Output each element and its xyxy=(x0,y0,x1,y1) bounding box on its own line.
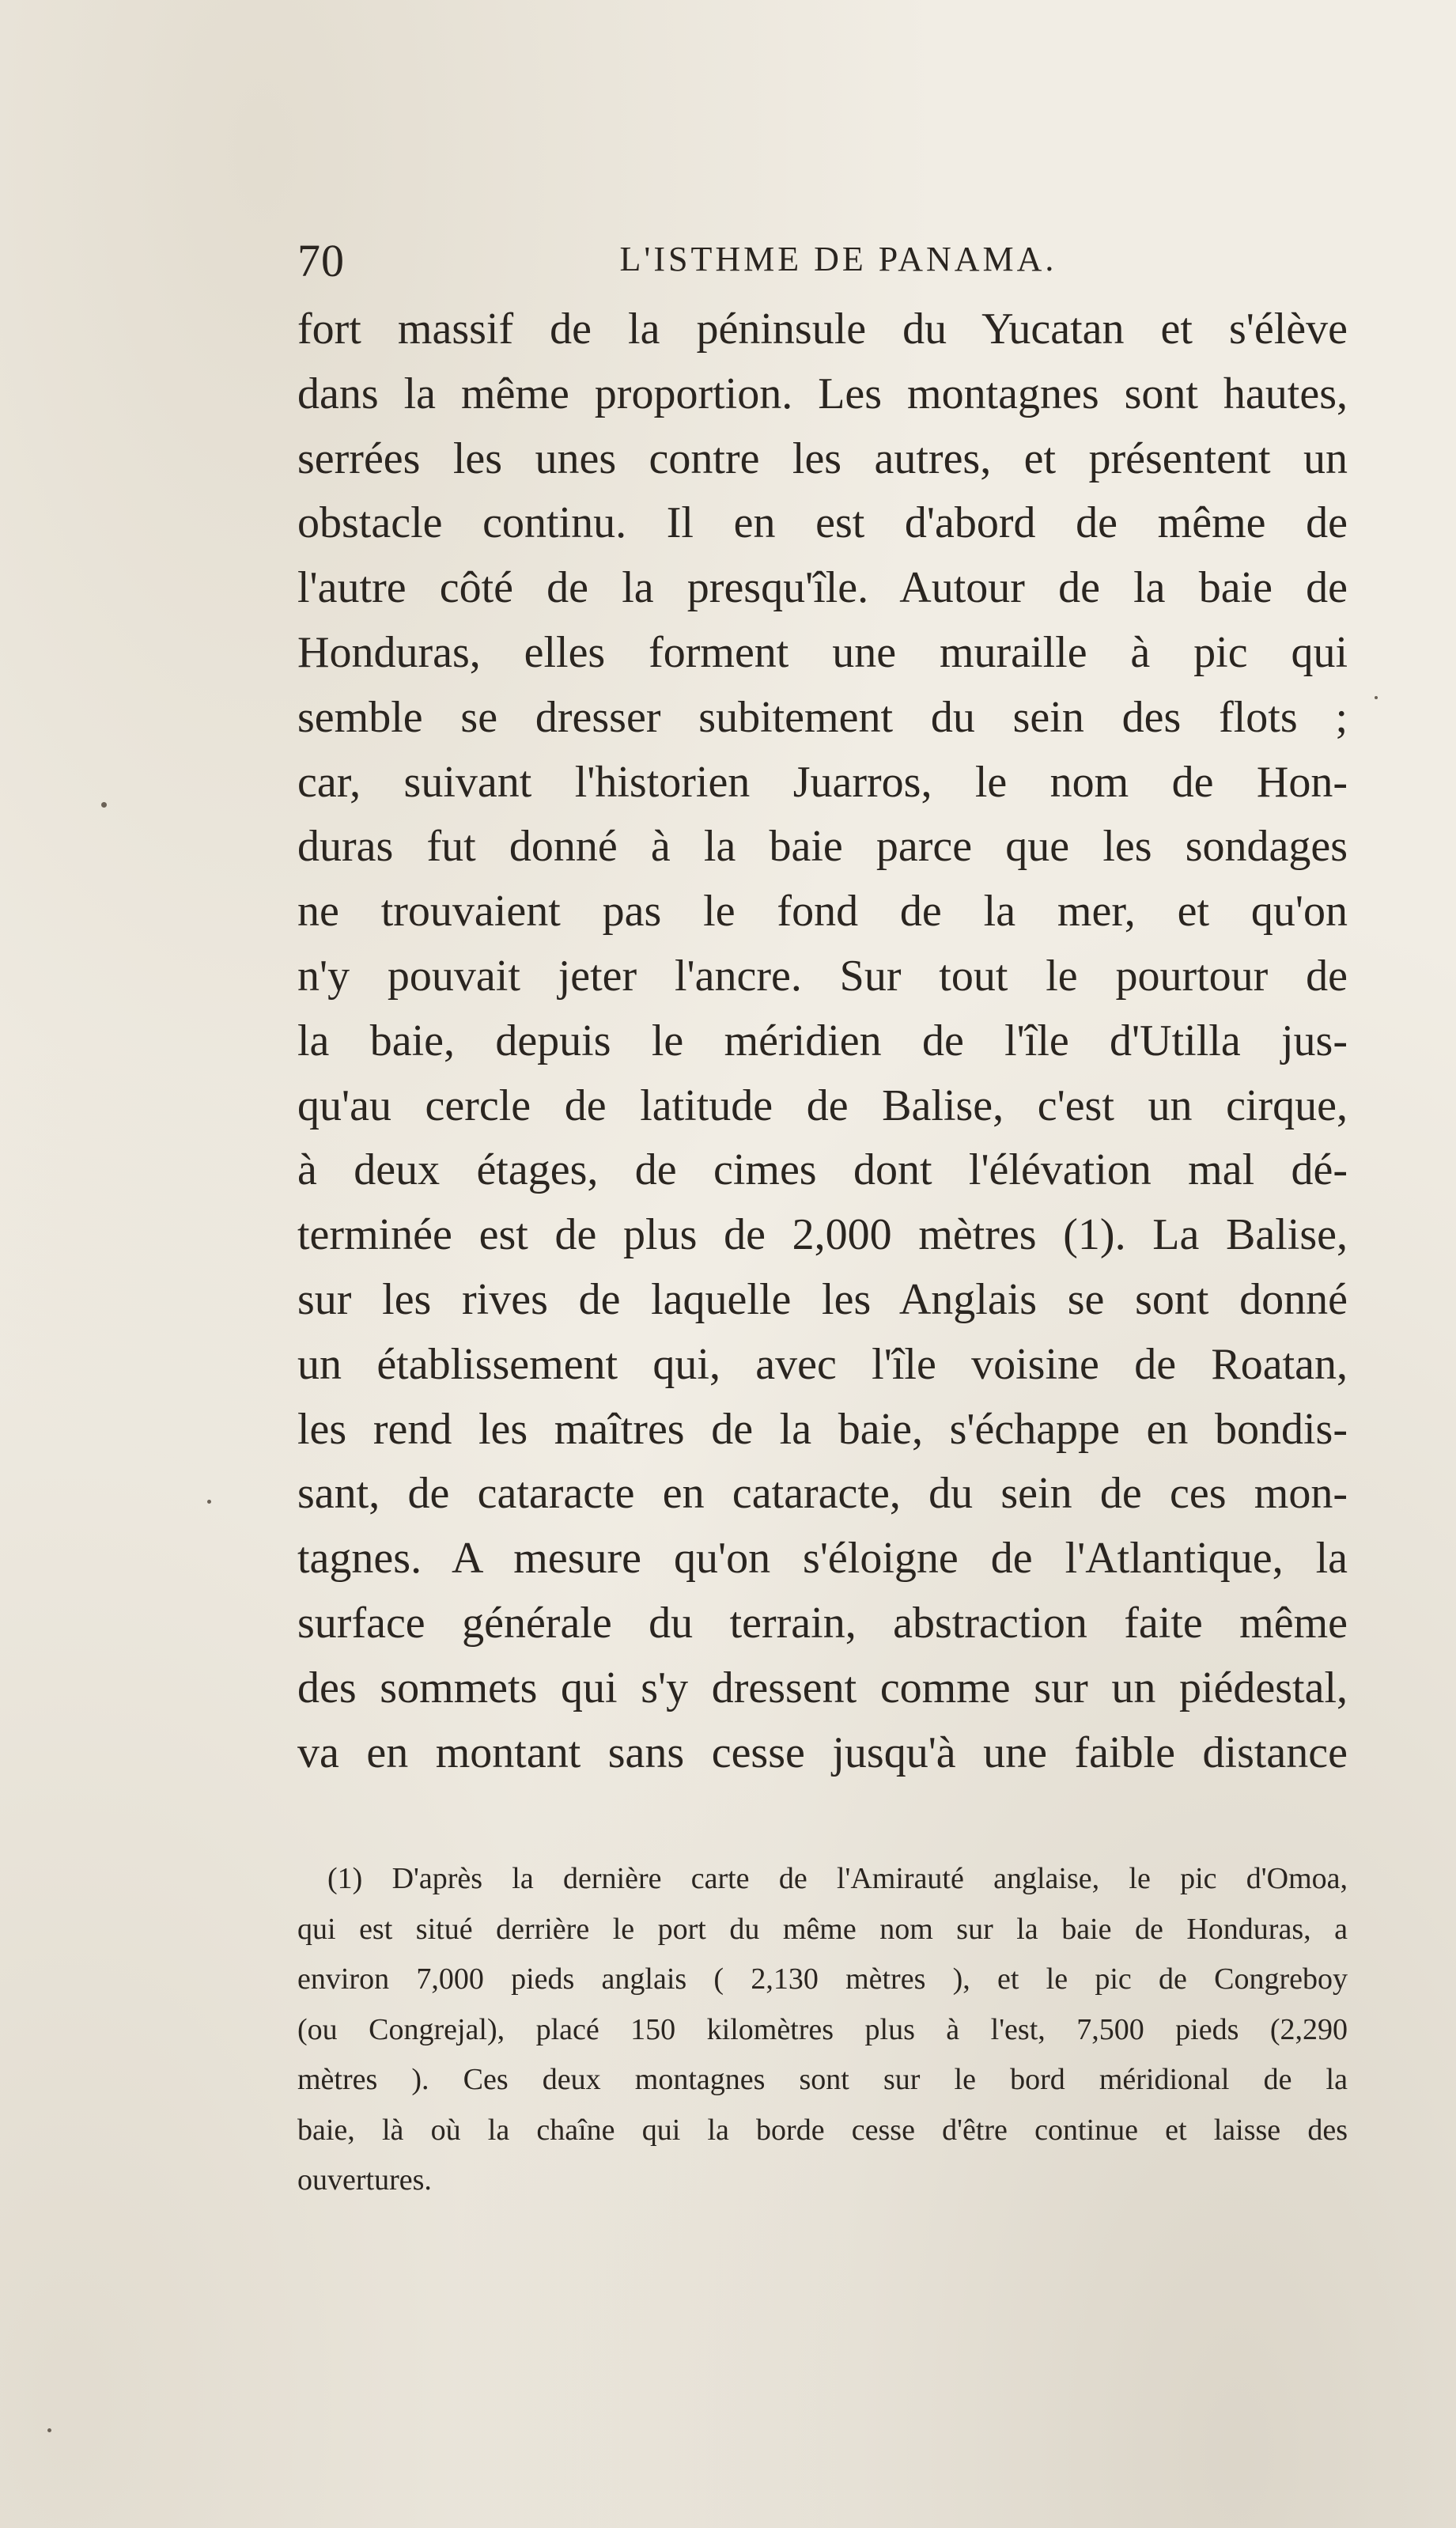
text-line: ne trouvaient pas le fond de la mer, et qu'on xyxy=(297,887,1348,937)
footnote-line: environ 7,000 pieds anglais ( 2,130 mètres ), et le pic de Congreboy xyxy=(297,1962,1348,1996)
footnote-line: (1) D'après la dernière carte de l'Amirauté anglaise, le pic d'Omoa, xyxy=(327,1862,1348,1895)
text-line: dans la même proportion. Les montagnes sont hautes, xyxy=(297,369,1348,418)
text-line: des sommets qui s'y dressent comme sur un piédestal, xyxy=(297,1663,1348,1712)
text-line: sant, de cataracte en cataracte, du sein de ces mon- xyxy=(297,1469,1348,1519)
text-line: sur les rives de laquelle les Anglais se sont donné xyxy=(297,1274,1348,1324)
paper-speck xyxy=(47,2428,51,2432)
text-line: car, suivant l'historien Juarros, le nom de Hon- xyxy=(297,757,1348,807)
paper-speck xyxy=(1375,696,1378,699)
text-line: qu'au cercle de latitude de Balise, c'est un cirque, xyxy=(297,1080,1348,1130)
footnote-line: ouvertures. xyxy=(297,2163,432,2197)
text-line: un établissement qui, avec l'île voisine de Roatan, xyxy=(297,1339,1348,1389)
footnote-line: qui est situé derrière le port du même nom sur la baie de Honduras, a xyxy=(297,1912,1348,1946)
text-line: surface générale du terrain, abstraction faite même xyxy=(297,1598,1348,1648)
main-text xyxy=(297,297,1348,1785)
footnote-line: mètres ). Ces deux montagnes sont sur le bord méridional de la xyxy=(297,2063,1348,2096)
text-line: l'autre côté de la presqu'île. Autour de la baie de xyxy=(297,563,1348,613)
text-line: semble se dresser subitement du sein des flots ; xyxy=(297,692,1348,742)
page-number: 70 xyxy=(297,235,345,286)
footnote-line: (ou Congrejal), placé 150 kilomètres plus à l'est, 7,500 pieds (2,290 xyxy=(297,2012,1348,2046)
text-line: à deux étages, de cimes dont l'élévation mal dé- xyxy=(297,1145,1348,1195)
text-line: duras fut donné à la baie parce que les sondages xyxy=(297,822,1348,872)
text-line: tagnes. A mesure qu'on s'éloigne de l'Atlantique, la xyxy=(297,1534,1348,1584)
page-header xyxy=(297,234,1348,290)
paper-speck xyxy=(207,1500,211,1504)
text-line: fort massif de la péninsule du Yucatan et s'élève xyxy=(297,305,1348,354)
text-line: serrées les unes contre les autres, et présentent un xyxy=(297,433,1348,483)
running-title: L'ISTHME DE PANAMA. xyxy=(619,240,1057,278)
text-line: va en montant sans cesse jusqu'à une faible distance xyxy=(297,1728,1348,1777)
text-line: n'y pouvait jeter l'ancre. Sur tout le pourtour de xyxy=(297,951,1348,1001)
footnote-line: baie, là où la chaîne qui la borde cesse d'être continue et laisse des xyxy=(297,2113,1348,2147)
text-line: les rend les maîtres de la baie, s'échappe en bondis- xyxy=(297,1404,1348,1454)
paper-speck xyxy=(101,802,107,808)
text-line: la baie, depuis le méridien de l'île d'Utilla jus- xyxy=(297,1016,1348,1065)
text-line: terminée est de plus de 2,000 mètres (1). La Balise, xyxy=(297,1210,1348,1260)
footnote xyxy=(297,1854,1348,2206)
text-line: Honduras, elles forment une muraille à pic qui xyxy=(297,627,1348,677)
text-line: obstacle continu. Il en est d'abord de même de xyxy=(297,498,1348,548)
